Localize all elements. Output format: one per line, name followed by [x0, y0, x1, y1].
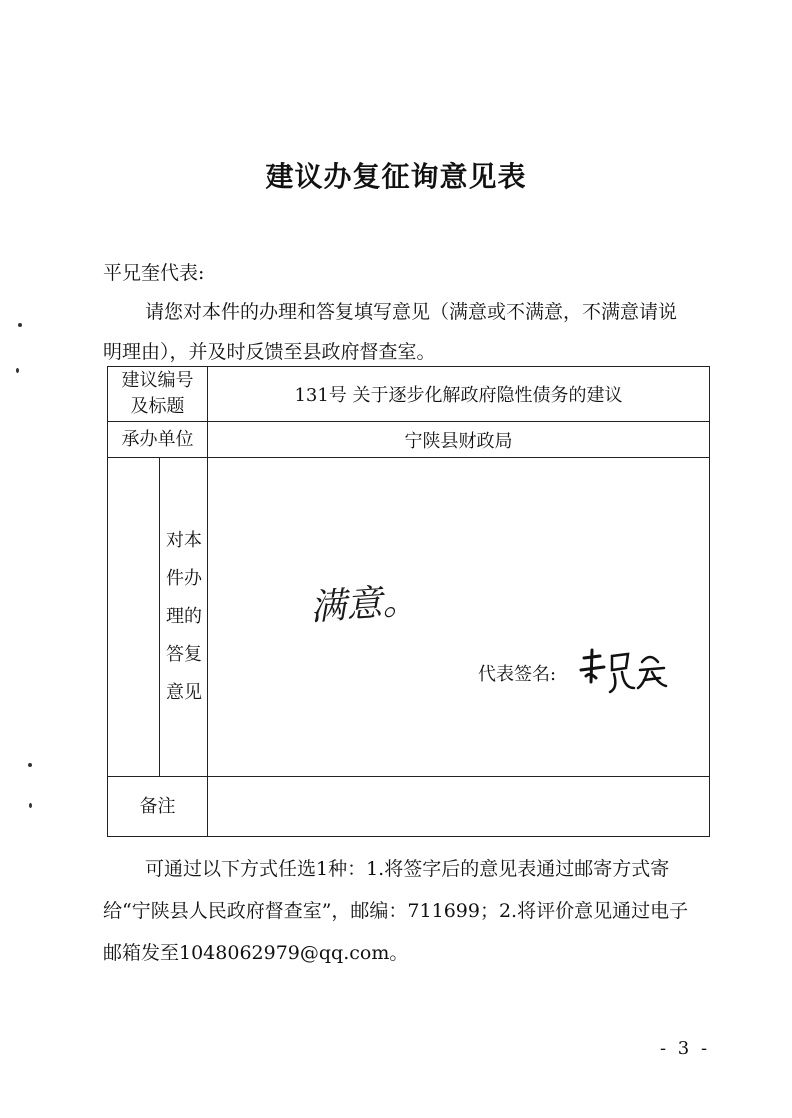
- signature-label: 代表签名:: [478, 664, 557, 685]
- opinion-label-line: 理的: [166, 606, 202, 627]
- remarks-row: [108, 777, 710, 837]
- opinion-row: [108, 458, 710, 777]
- opinion-label-line: 答复: [166, 644, 202, 665]
- scan-speck: [28, 763, 32, 767]
- scan-speck: [29, 803, 32, 808]
- scan-speck: [16, 368, 19, 373]
- remarks-label: 备注: [108, 777, 208, 837]
- unit-value: 宁陕县财政局: [208, 422, 710, 458]
- opinion-label-line: 对本: [166, 530, 202, 551]
- proposal-value: 131号 关于逐步化解政府隐性债务的建议: [208, 367, 710, 422]
- intro-paragraph: 请您对本件的办理和答复填写意见（满意或不满意，不满意请说明理由），并及时反馈至县政府督查室。: [103, 301, 678, 363]
- unit-label: 承办单位: [108, 422, 208, 458]
- proposal-label: [108, 367, 208, 422]
- handwritten-opinion: 满意。: [308, 580, 420, 629]
- scan-speck: [18, 323, 22, 327]
- opinion-blank-cell: [108, 458, 160, 777]
- page-number: - 3 -: [660, 1038, 711, 1059]
- document-title: 建议办复征询意见表: [265, 160, 527, 193]
- opinion-label-line: 件办: [166, 568, 202, 589]
- handwritten-signature: [578, 648, 668, 696]
- proposal-row: [108, 367, 710, 422]
- opinion-form-table: [107, 366, 710, 837]
- opinion-label: [160, 458, 208, 777]
- proposal-label-line2: 及标题: [130, 396, 185, 417]
- opinion-label-line: 意见: [166, 682, 202, 703]
- submission-instructions: 可通过以下方式任选1种：1.将签字后的意见表通过邮寄方式寄给“宁陕县人民政府督查室”，邮编：711699；2.将评价意见通过电子邮箱发至1048062979@qq.com。: [103, 858, 689, 964]
- unit-row: [108, 422, 710, 458]
- remarks-value: [208, 777, 710, 837]
- proposal-label-line1: 建议编号: [121, 370, 194, 391]
- opinion-content: [208, 458, 710, 777]
- salutation: 平兄奎代表:: [103, 262, 205, 284]
